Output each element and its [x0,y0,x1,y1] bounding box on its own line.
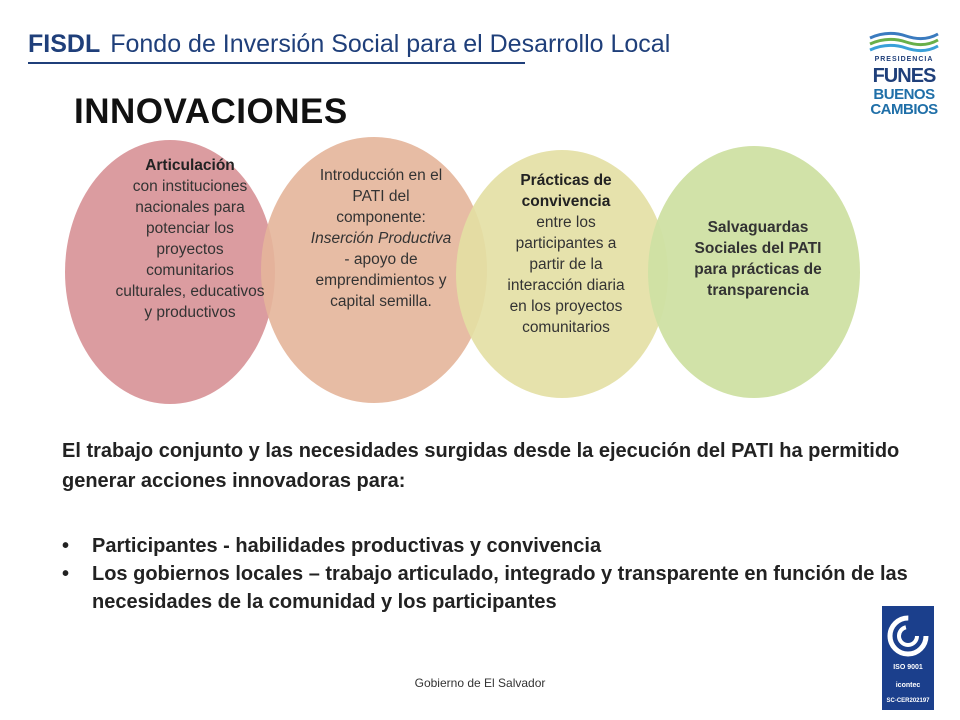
circle-2-before: Introducción en el PATI del componente: [319,167,443,226]
logo-line-3: BUENOS [873,86,935,103]
slide-title: INNOVACIONES [74,92,348,131]
circle-2-emphasis: Inserción Productiva [310,230,452,247]
circle-1-body: con instituciones nacionales para potenciar los proyectos comunitarios culturales, educativos y productivos [115,178,265,321]
circle-1-bold: Articulación [145,157,235,174]
iso-label: ISO 9001 [893,664,923,671]
certification-icon [882,612,934,662]
body-paragraph: El trabajo conjunto y las necesidades surgidas desde la ejecución del PATI ha permitido generar acciones innovadoras para: [62,440,900,492]
bullet-item: • Los gobiernos locales – trabajo articulado, integrado y transparente en función de las necesidades de la comunidad y los participantes [62,560,922,616]
circle-3-body: entre los participantes a partir de la interacción diaria en los proyectos comunitarios [507,214,625,336]
org-name: Fondo de Inversión Social para el Desarrollo Local [110,30,671,58]
circle-3-text [500,170,632,338]
circle-3-bold: Prácticas de convivencia [520,172,612,210]
iso-code: SC-CER202197 [886,698,930,704]
iso-certification-badge [882,606,934,710]
bullet-list [62,532,922,616]
circle-2-text [310,165,452,312]
logo-line-2: FUNES [872,65,936,87]
circle-4-body: Salvaguardas Sociales del PATI para prácticas de transparencia [694,219,822,299]
circle-4-text [694,217,822,301]
logo-line-1: PRESIDENCIA [874,56,934,63]
iso-org: icontec [895,682,921,689]
circle-1-text [115,155,265,323]
logo-line-4: CAMBIOS [870,101,938,118]
footer-text: Gobierno de El Salvador [414,676,546,690]
circle-2-after: - apoyo de emprendimientos y capital semilla. [315,251,447,310]
org-acronym: FISDL [28,30,101,58]
bullet-item: • Participantes - habilidades productivas y convivencia [62,532,922,560]
